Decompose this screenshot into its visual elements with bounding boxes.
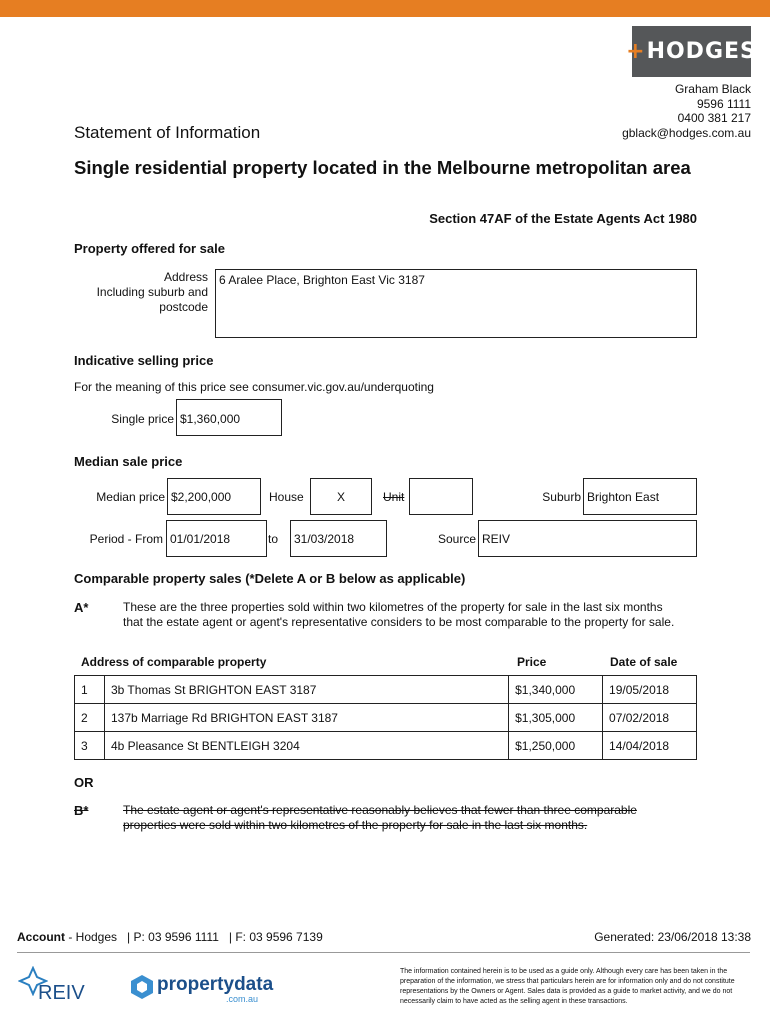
table-row	[75, 704, 697, 732]
statement-heading: Statement of Information	[74, 123, 261, 142]
propertydata-text: propertydata	[157, 974, 274, 995]
period-to-field[interactable]: 31/03/2018	[290, 520, 387, 557]
generated-timestamp: Generated: 23/06/2018 13:38	[594, 930, 751, 944]
propertydata-domain: .com.au	[226, 994, 259, 1004]
row-price[interactable]: $1,250,000	[509, 732, 603, 760]
row-date[interactable]: 07/02/2018	[603, 704, 697, 732]
propertydata-logo	[130, 972, 274, 1006]
unit-field[interactable]	[409, 478, 473, 515]
option-b-label: B*	[74, 803, 89, 818]
indicative-heading: Indicative selling price	[74, 353, 214, 368]
agent-contact	[622, 82, 751, 140]
account-label: Account	[17, 930, 65, 944]
table-row	[75, 676, 697, 704]
reiv-logo	[18, 966, 98, 1006]
house-label: House	[269, 490, 304, 504]
row-date[interactable]: 19/05/2018	[603, 676, 697, 704]
underquoting-note: For the meaning of this price see consumer.vic.gov.au/underquoting	[74, 380, 434, 394]
single-price-field[interactable]: $1,360,000	[176, 399, 282, 436]
house-field[interactable]: X	[310, 478, 372, 515]
period-from-field[interactable]: 01/01/2018	[166, 520, 267, 557]
row-price[interactable]: $1,305,000	[509, 704, 603, 732]
hodges-logo: + HODGES	[632, 26, 751, 77]
row-date[interactable]: 14/04/2018	[603, 732, 697, 760]
or-label: OR	[74, 775, 94, 790]
logo-text: HODGES	[646, 39, 757, 64]
median-price-label: Median price	[96, 490, 165, 504]
option-b-text: The estate agent or agent's representative reasonably believes that fewer than three comparable properties were sold within two kilometres of the property for sale in the last six months.	[123, 803, 637, 832]
comparable-heading: Comparable property sales (*Delete A or B below as applicable)	[74, 571, 466, 586]
median-heading: Median sale price	[74, 454, 183, 469]
source-field[interactable]: REIV	[478, 520, 697, 557]
agent-phone-office: 9596 1111	[696, 96, 751, 111]
table-row	[75, 732, 697, 760]
row-address[interactable]: 4b Pleasance St BENTLEIGH 3204	[104, 732, 508, 760]
period-from-label: Period - From	[89, 532, 163, 546]
footer-divider	[17, 952, 750, 953]
row-number: 3	[75, 732, 105, 760]
row-number: 2	[75, 704, 105, 732]
option-a-text: These are the three properties sold within two kilometres of the property for sale in the last six months that the estate agent or agent's representative considers to be most comparable to the property for sale.	[123, 600, 675, 629]
agent-phone-mobile: 0400 381 217	[677, 111, 751, 125]
row-address[interactable]: 3b Thomas St BRIGHTON EAST 3187	[104, 676, 508, 704]
suburb-field[interactable]: Brighton East	[583, 478, 697, 515]
agent-email[interactable]: gblack@hodges.com.au	[622, 125, 751, 140]
footer-disclaimer: The information contained herein is to be used as a guide only. Although every care has been taken in the preparation of the information, we stress that particulars herein are for information only and do not constitute representations by the Owners or Agent. Sales data is provided as a guide to market activity, and we do not necessarily claim to have acted as the selling agent in these transactions.	[400, 968, 735, 1005]
account-details: - Hodges | P: 03 9596 1111 | F: 03 9596 7139	[65, 930, 323, 944]
col-address-header: Address of comparable property	[81, 655, 267, 669]
agent-name: Graham Black	[674, 82, 751, 96]
address-label-line3: postcode	[159, 300, 208, 314]
suburb-label: Suburb	[542, 490, 581, 504]
address-label-line2: Including suburb and	[96, 285, 208, 299]
document-title: Single residential property located in the Melbourne metropolitan area	[74, 157, 691, 178]
col-date-header: Date of sale	[610, 655, 678, 669]
row-price[interactable]: $1,340,000	[509, 676, 603, 704]
account-line	[17, 930, 323, 944]
section-act: Section 47AF of the Estate Agents Act 1980	[429, 211, 697, 226]
row-number: 1	[75, 676, 105, 704]
col-price-header: Price	[517, 655, 547, 669]
property-heading: Property offered for sale	[74, 241, 225, 256]
address-label	[60, 270, 208, 315]
comparable-table	[74, 675, 697, 760]
source-label: Source	[437, 532, 476, 546]
reiv-text: REIV	[38, 982, 85, 1004]
unit-label: Unit	[383, 490, 405, 504]
propertydata-hex-icon	[130, 974, 154, 1000]
median-price-field[interactable]: $2,200,000	[167, 478, 261, 515]
address-field[interactable]: 6 Aralee Place, Brighton East Vic 3187	[215, 269, 697, 338]
single-price-label: Single price	[111, 412, 174, 426]
row-address[interactable]: 137b Marriage Rd BRIGHTON EAST 3187	[104, 704, 508, 732]
period-to-label: to	[268, 532, 279, 546]
option-a-label: A*	[74, 600, 89, 615]
address-label-line1: Address	[163, 270, 208, 284]
top-accent-bar	[0, 0, 770, 17]
